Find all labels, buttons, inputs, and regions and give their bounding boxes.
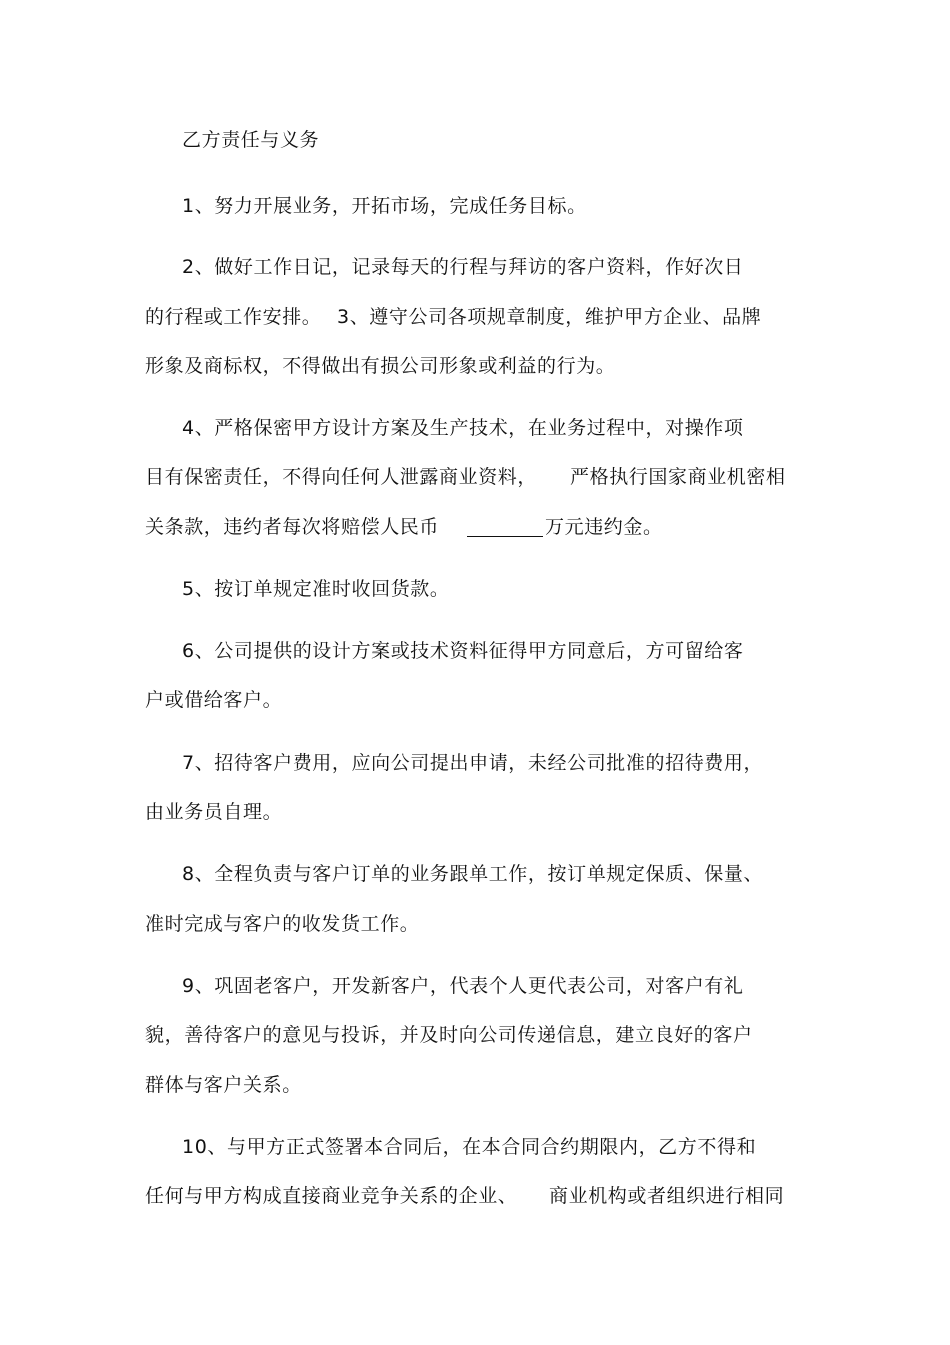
section-heading: 乙方责任与义务 bbox=[182, 129, 320, 151]
paragraph-9-line-1: 9、巩固老客户，开发新客户，代表个人更代表公司，对客户有礼 bbox=[182, 975, 744, 997]
paragraph-4-line-2a: 目有保密责任，不得向任何人泄露商业资料， bbox=[145, 466, 538, 488]
paragraph-10-line-1: 10、与甲方正式签署本合同后，在本合同合约期限内，乙方不得和 bbox=[182, 1136, 757, 1158]
paragraph-3-line-1: 3、遵守公司各项规章制度，维护甲方企业、品牌 bbox=[337, 306, 762, 328]
paragraph-4-line-1: 4、严格保密甲方设计方案及生产技术，在业务过程中，对操作项 bbox=[182, 417, 744, 439]
paragraph-9-line-3: 群体与客户关系。 bbox=[145, 1074, 302, 1096]
paragraph-4-line-2b: 严格执行国家商业机密相 bbox=[570, 466, 786, 488]
paragraph-8-line-1: 8、全程负责与客户订单的业务跟单工作，按订单规定保质、保量、 bbox=[182, 863, 764, 885]
paragraph-6-line-1: 6、公司提供的设计方案或技术资料征得甲方同意后，方可留给客 bbox=[182, 640, 744, 662]
paragraph-7-line-1: 7、招待客户费用，应向公司提出申请，未经公司批准的招待费用， bbox=[182, 752, 764, 774]
paragraph-5-line-1: 5、按订单规定准时收回货款。 bbox=[182, 578, 450, 600]
paragraph-10-line-2b: 商业机构或者组织进行相同 bbox=[549, 1185, 785, 1207]
amount-blank-field bbox=[467, 518, 543, 537]
paragraph-4-line-3a: 关条款，违约者每次将赔偿人民币 bbox=[145, 516, 440, 538]
paragraph-7-line-2: 由业务员自理。 bbox=[145, 801, 283, 823]
paragraph-6-line-2: 户或借给客户。 bbox=[145, 689, 283, 711]
paragraph-2-line-1: 2、做好工作日记，记录每天的行程与拜访的客户资料，作好次日 bbox=[182, 256, 744, 278]
paragraph-9-line-2: 貌，善待客户的意见与投诉，并及时向公司传递信息，建立良好的客户 bbox=[145, 1024, 753, 1046]
paragraph-10-line-2a: 任何与甲方构成直接商业竞争关系的企业、 bbox=[145, 1185, 518, 1207]
paragraph-1-line-1: 1、努力开展业务，开拓市场，完成任务目标。 bbox=[182, 195, 587, 217]
paragraph-4-line-3b: 万元违约金。 bbox=[545, 516, 663, 538]
paragraph-3-line-2: 形象及商标权，不得做出有损公司形象或利益的行为。 bbox=[145, 355, 616, 377]
paragraph-8-line-2: 准时完成与客户的收发货工作。 bbox=[145, 913, 420, 935]
paragraph-2-line-2a: 的行程或工作安排。 bbox=[145, 306, 322, 328]
